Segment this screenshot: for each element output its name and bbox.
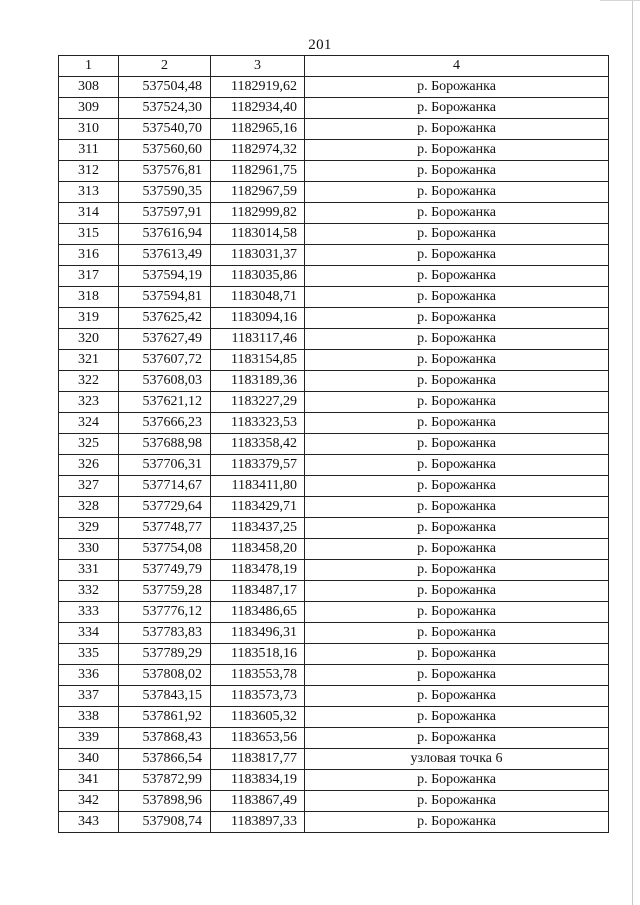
x-coordinate-cell: 537866,54 — [119, 749, 211, 770]
table-row — [59, 623, 609, 644]
x-coordinate-cell: 537524,30 — [119, 98, 211, 119]
x-coordinate-cell: 537560,60 — [119, 140, 211, 161]
description-cell: р. Борожанка — [305, 413, 609, 434]
x-coordinate-cell: 537597,91 — [119, 203, 211, 224]
description-cell: р. Борожанка — [305, 161, 609, 182]
x-coordinate-cell: 537759,28 — [119, 581, 211, 602]
x-coordinate-cell: 537504,48 — [119, 77, 211, 98]
description-cell: узловая точка 6 — [305, 749, 609, 770]
description-cell: р. Борожанка — [305, 98, 609, 119]
description-cell: р. Борожанка — [305, 350, 609, 371]
point-number-cell: 313 — [59, 182, 119, 203]
x-coordinate-cell: 537729,64 — [119, 497, 211, 518]
point-number-cell: 342 — [59, 791, 119, 812]
x-coordinate-cell: 537843,15 — [119, 686, 211, 707]
point-number-cell: 337 — [59, 686, 119, 707]
table-row — [59, 98, 609, 119]
table-row — [59, 161, 609, 182]
y-coordinate-cell: 1183487,17 — [211, 581, 305, 602]
table-row — [59, 602, 609, 623]
x-coordinate-cell: 537776,12 — [119, 602, 211, 623]
table-row — [59, 77, 609, 98]
x-coordinate-cell: 537608,03 — [119, 371, 211, 392]
description-cell: р. Борожанка — [305, 182, 609, 203]
description-cell: р. Борожанка — [305, 434, 609, 455]
point-number-cell: 332 — [59, 581, 119, 602]
x-coordinate-cell: 537749,79 — [119, 560, 211, 581]
point-number-cell: 327 — [59, 476, 119, 497]
description-cell: р. Борожанка — [305, 644, 609, 665]
point-number-cell: 326 — [59, 455, 119, 476]
description-cell: р. Борожанка — [305, 560, 609, 581]
x-coordinate-cell: 537616,94 — [119, 224, 211, 245]
point-number-cell: 339 — [59, 728, 119, 749]
x-coordinate-cell: 537666,23 — [119, 413, 211, 434]
y-coordinate-cell: 1183154,85 — [211, 350, 305, 371]
table-row — [59, 287, 609, 308]
x-coordinate-cell: 537594,81 — [119, 287, 211, 308]
description-cell: р. Борожанка — [305, 224, 609, 245]
point-number-cell: 316 — [59, 245, 119, 266]
y-coordinate-cell: 1183817,77 — [211, 749, 305, 770]
description-cell: р. Борожанка — [305, 203, 609, 224]
y-coordinate-cell: 1183496,31 — [211, 623, 305, 644]
point-number-cell: 314 — [59, 203, 119, 224]
table-row — [59, 665, 609, 686]
table-row — [59, 392, 609, 413]
y-coordinate-cell: 1183227,29 — [211, 392, 305, 413]
point-number-cell: 318 — [59, 287, 119, 308]
description-cell: р. Борожанка — [305, 623, 609, 644]
y-coordinate-cell: 1183437,25 — [211, 518, 305, 539]
y-coordinate-cell: 1183035,86 — [211, 266, 305, 287]
y-coordinate-cell: 1183478,19 — [211, 560, 305, 581]
y-coordinate-cell: 1183429,71 — [211, 497, 305, 518]
description-cell: р. Борожанка — [305, 287, 609, 308]
table-row — [59, 266, 609, 287]
y-coordinate-cell: 1183834,19 — [211, 770, 305, 791]
point-number-cell: 319 — [59, 308, 119, 329]
header-col-4: 4 — [305, 56, 609, 77]
table-row — [59, 413, 609, 434]
y-coordinate-cell: 1182961,75 — [211, 161, 305, 182]
table-row — [59, 686, 609, 707]
description-cell: р. Борожанка — [305, 770, 609, 791]
table-row — [59, 329, 609, 350]
point-number-cell: 338 — [59, 707, 119, 728]
table-row — [59, 707, 609, 728]
point-number-cell: 321 — [59, 350, 119, 371]
scan-edge-line-top — [600, 0, 640, 1]
y-coordinate-cell: 1183379,57 — [211, 455, 305, 476]
x-coordinate-cell: 537714,67 — [119, 476, 211, 497]
description-cell: р. Борожанка — [305, 392, 609, 413]
x-coordinate-cell: 537627,49 — [119, 329, 211, 350]
y-coordinate-cell: 1183094,16 — [211, 308, 305, 329]
point-number-cell: 333 — [59, 602, 119, 623]
x-coordinate-cell: 537594,19 — [119, 266, 211, 287]
x-coordinate-cell: 537613,49 — [119, 245, 211, 266]
y-coordinate-cell: 1183573,73 — [211, 686, 305, 707]
point-number-cell: 343 — [59, 812, 119, 833]
table-row — [59, 539, 609, 560]
point-number-cell: 331 — [59, 560, 119, 581]
x-coordinate-cell: 537789,29 — [119, 644, 211, 665]
table-row — [59, 308, 609, 329]
scan-edge-line — [632, 0, 633, 905]
y-coordinate-cell: 1183653,56 — [211, 728, 305, 749]
y-coordinate-cell: 1183897,33 — [211, 812, 305, 833]
y-coordinate-cell: 1183411,80 — [211, 476, 305, 497]
description-cell: р. Борожанка — [305, 497, 609, 518]
description-cell: р. Борожанка — [305, 791, 609, 812]
point-number-cell: 341 — [59, 770, 119, 791]
description-cell: р. Борожанка — [305, 266, 609, 287]
table-row — [59, 791, 609, 812]
table-row — [59, 350, 609, 371]
table-row — [59, 140, 609, 161]
table-row — [59, 644, 609, 665]
point-number-cell: 340 — [59, 749, 119, 770]
description-cell: р. Борожанка — [305, 140, 609, 161]
table-row — [59, 245, 609, 266]
y-coordinate-cell: 1182919,62 — [211, 77, 305, 98]
y-coordinate-cell: 1183014,58 — [211, 224, 305, 245]
description-cell: р. Борожанка — [305, 665, 609, 686]
y-coordinate-cell: 1183048,71 — [211, 287, 305, 308]
table-row — [59, 560, 609, 581]
table-row — [59, 371, 609, 392]
point-number-cell: 317 — [59, 266, 119, 287]
x-coordinate-cell: 537908,74 — [119, 812, 211, 833]
x-coordinate-cell: 537872,99 — [119, 770, 211, 791]
table-row — [59, 119, 609, 140]
y-coordinate-cell: 1183553,78 — [211, 665, 305, 686]
table-row — [59, 518, 609, 539]
point-number-cell: 315 — [59, 224, 119, 245]
y-coordinate-cell: 1182999,82 — [211, 203, 305, 224]
description-cell: р. Борожанка — [305, 119, 609, 140]
description-cell: р. Борожанка — [305, 728, 609, 749]
table-row — [59, 497, 609, 518]
table-row — [59, 728, 609, 749]
description-cell: р. Борожанка — [305, 371, 609, 392]
point-number-cell: 325 — [59, 434, 119, 455]
point-number-cell: 309 — [59, 98, 119, 119]
description-cell: р. Борожанка — [305, 476, 609, 497]
y-coordinate-cell: 1183189,36 — [211, 371, 305, 392]
header-col-3: 3 — [211, 56, 305, 77]
point-number-cell: 336 — [59, 665, 119, 686]
table-row — [59, 203, 609, 224]
point-number-cell: 335 — [59, 644, 119, 665]
x-coordinate-cell: 537621,12 — [119, 392, 211, 413]
table-row — [59, 455, 609, 476]
table-row — [59, 749, 609, 770]
x-coordinate-cell: 537590,35 — [119, 182, 211, 203]
x-coordinate-cell: 537688,98 — [119, 434, 211, 455]
point-number-cell: 329 — [59, 518, 119, 539]
y-coordinate-cell: 1183358,42 — [211, 434, 305, 455]
description-cell: р. Борожанка — [305, 245, 609, 266]
table-row — [59, 770, 609, 791]
y-coordinate-cell: 1182974,32 — [211, 140, 305, 161]
y-coordinate-cell: 1183458,20 — [211, 539, 305, 560]
point-number-cell: 324 — [59, 413, 119, 434]
table-row — [59, 812, 609, 833]
table-row — [59, 182, 609, 203]
y-coordinate-cell: 1183117,46 — [211, 329, 305, 350]
point-number-cell: 323 — [59, 392, 119, 413]
y-coordinate-cell: 1183486,65 — [211, 602, 305, 623]
table-body — [59, 77, 609, 833]
table-row — [59, 224, 609, 245]
description-cell: р. Борожанка — [305, 455, 609, 476]
description-cell: р. Борожанка — [305, 581, 609, 602]
y-coordinate-cell: 1182967,59 — [211, 182, 305, 203]
x-coordinate-cell: 537868,43 — [119, 728, 211, 749]
y-coordinate-cell: 1183605,32 — [211, 707, 305, 728]
x-coordinate-cell: 537706,31 — [119, 455, 211, 476]
table-row — [59, 581, 609, 602]
x-coordinate-cell: 537540,70 — [119, 119, 211, 140]
header-col-2: 2 — [119, 56, 211, 77]
x-coordinate-cell: 537783,83 — [119, 623, 211, 644]
description-cell: р. Борожанка — [305, 518, 609, 539]
y-coordinate-cell: 1182934,40 — [211, 98, 305, 119]
description-cell: р. Борожанка — [305, 77, 609, 98]
y-coordinate-cell: 1183031,37 — [211, 245, 305, 266]
point-number-cell: 334 — [59, 623, 119, 644]
point-number-cell: 328 — [59, 497, 119, 518]
description-cell: р. Борожанка — [305, 308, 609, 329]
x-coordinate-cell: 537898,96 — [119, 791, 211, 812]
x-coordinate-cell: 537861,92 — [119, 707, 211, 728]
x-coordinate-cell: 537576,81 — [119, 161, 211, 182]
header-row — [59, 56, 609, 77]
x-coordinate-cell: 537748,77 — [119, 518, 211, 539]
point-number-cell: 310 — [59, 119, 119, 140]
table-row — [59, 476, 609, 497]
description-cell: р. Борожанка — [305, 812, 609, 833]
x-coordinate-cell: 537754,08 — [119, 539, 211, 560]
table-header — [59, 56, 609, 77]
point-number-cell: 308 — [59, 77, 119, 98]
x-coordinate-cell: 537607,72 — [119, 350, 211, 371]
point-number-cell: 330 — [59, 539, 119, 560]
point-number-cell: 320 — [59, 329, 119, 350]
description-cell: р. Борожанка — [305, 707, 609, 728]
y-coordinate-cell: 1183518,16 — [211, 644, 305, 665]
x-coordinate-cell: 537625,42 — [119, 308, 211, 329]
point-number-cell: 322 — [59, 371, 119, 392]
description-cell: р. Борожанка — [305, 602, 609, 623]
description-cell: р. Борожанка — [305, 329, 609, 350]
page-number: 201 — [308, 37, 332, 53]
y-coordinate-cell: 1183323,53 — [211, 413, 305, 434]
description-cell: р. Борожанка — [305, 686, 609, 707]
coordinates-table — [58, 55, 609, 833]
y-coordinate-cell: 1183867,49 — [211, 791, 305, 812]
header-col-1: 1 — [59, 56, 119, 77]
table-row — [59, 434, 609, 455]
point-number-cell: 311 — [59, 140, 119, 161]
x-coordinate-cell: 537808,02 — [119, 665, 211, 686]
y-coordinate-cell: 1182965,16 — [211, 119, 305, 140]
description-cell: р. Борожанка — [305, 539, 609, 560]
point-number-cell: 312 — [59, 161, 119, 182]
